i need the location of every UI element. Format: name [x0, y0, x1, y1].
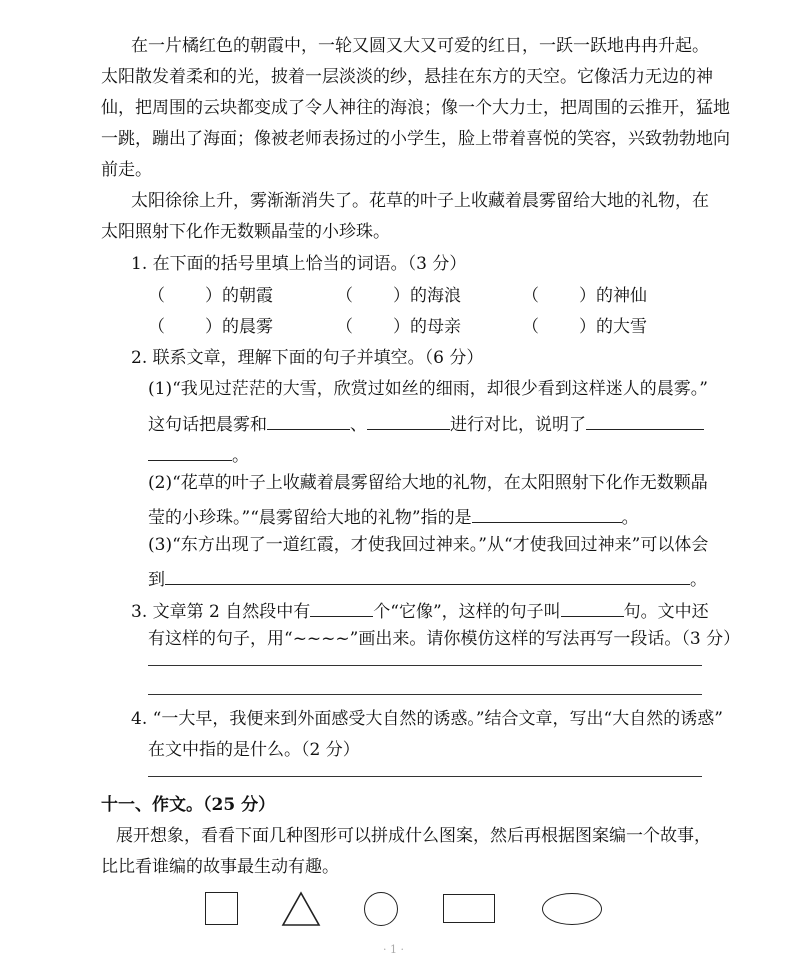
passage-p1-line2: 太阳散发着柔和的光，披着一层淡淡的纱，悬挂在东方的天空。它像活力无边的神 — [101, 67, 713, 87]
bracket-open: （ — [148, 317, 165, 337]
bracket-open: （ — [336, 286, 353, 306]
q1-title: 1. 在下面的括号里填上恰当的词语。（3 分） — [131, 254, 467, 274]
passage-p1-line5: 前走。 — [101, 160, 152, 180]
passage-p1-line3: 仙，把周围的云块都变成了令人神往的海浪；像一个大力士，把周围的云推开，猛地 — [101, 98, 730, 118]
q1-row2-item2 — [336, 319, 461, 336]
passage-p2-line1: 太阳徐徐上升，雾渐渐消失了。花草的叶子上收藏着晨雾留给大地的礼物，在 — [131, 191, 709, 211]
answer-blank[interactable] — [367, 413, 450, 430]
q2-s2-text-a: 莹的小珍珠。”“晨雾留给大地的礼物”指的是 — [148, 508, 472, 528]
q2-s1-end: 。 — [232, 446, 249, 466]
q1-row2-item1 — [148, 319, 273, 336]
q1-word: 的朝霞 — [222, 286, 273, 306]
answer-blank[interactable] — [148, 444, 232, 461]
page-number: · 1 · — [383, 943, 404, 956]
bracket-open: （ — [336, 317, 353, 337]
composition-heading: 十一、作文。（25 分） — [101, 795, 276, 815]
q3-text-c: 句。文中还 — [623, 602, 709, 622]
q1-row1-item2 — [336, 288, 461, 305]
bracket-close: ） — [393, 317, 410, 337]
q2-s3-text-a: 到 — [148, 570, 165, 590]
q2-s1-line3 — [148, 444, 249, 465]
q2-s2-line1: (2)“花草的叶子上收藏着晨雾留给大地的礼物，在太阳照射下化作无数颗晶 — [148, 473, 708, 493]
circle-shape — [364, 892, 398, 926]
answer-blank[interactable] — [472, 506, 622, 523]
q2-s2-end: 。 — [621, 508, 639, 528]
bracket-open: （ — [522, 286, 539, 306]
writing-line[interactable] — [148, 694, 702, 695]
writing-line[interactable] — [148, 665, 702, 666]
triangle-shape — [281, 891, 321, 927]
bracket-close: ） — [579, 286, 596, 306]
passage-p1-line4: 一跳，蹦出了海面；像被老师表扬过的小学生，脸上带着喜悦的笑容，兴致勃勃地向 — [101, 129, 730, 149]
q2-s3-end: 。 — [690, 570, 707, 590]
passage-p1-line1: 在一片橘红色的朝霞中，一轮又圆又大又可爱的红日，一跃一跃地冉冉升起。 — [131, 36, 709, 56]
answer-blank[interactable] — [267, 413, 350, 430]
q3-text-a: 3. 文章第 2 自然段中有 — [131, 602, 311, 622]
q1-word: 的大雪 — [596, 317, 647, 337]
q1-word: 的神仙 — [596, 286, 647, 306]
answer-blank[interactable] — [165, 568, 690, 585]
q2-s1-text-a: 这句话把晨雾和 — [148, 415, 267, 435]
q2-s1-line2 — [148, 413, 704, 434]
q1-row2-item3 — [522, 319, 647, 336]
bracket-close: ） — [579, 317, 596, 337]
q4-line1: 4. “一大早，我便来到外面感受大自然的诱惑。”结合文章，写出“大自然的诱惑” — [131, 709, 723, 729]
q2-s3-line1: (3)“东方出现了一道红霞，才使我回过神来。”从“才使我回过神来”可以体会 — [148, 535, 709, 555]
q3-line1 — [131, 600, 709, 621]
q2-s3-line2 — [148, 568, 707, 589]
q2-s1-line1: (1)“我见过茫茫的大雪，欣赏过如丝的细雨，却很少看到这样迷人的晨雾。” — [148, 379, 708, 399]
passage-p2-line2: 太阳照射下化作无数颗晶莹的小珍珠。 — [101, 222, 390, 242]
q2-s1-text-c: 进行对比，说明了 — [450, 415, 586, 435]
q1-word: 的母亲 — [410, 317, 461, 337]
q4-line2: 在文中指的是什么。（2 分） — [148, 740, 360, 760]
answer-blank[interactable] — [586, 413, 704, 430]
bracket-close: ） — [205, 317, 222, 337]
q2-s2-line2 — [148, 506, 639, 527]
q3-line2: 有这样的句子，用“~~~~”画出来。请你模仿这样的写法再写一段话。（3 分） — [148, 629, 741, 649]
bracket-open: （ — [522, 317, 539, 337]
square-shape — [205, 892, 238, 925]
q2-title: 2. 联系文章，理解下面的句子并填空。（6 分） — [131, 348, 484, 368]
q2-s1-text-b: 、 — [350, 415, 367, 435]
bracket-open: （ — [148, 286, 165, 306]
q3-text-b: 个“它像”，这样的句子叫 — [373, 602, 561, 622]
writing-line[interactable] — [148, 776, 702, 777]
bracket-close: ） — [393, 286, 410, 306]
ellipse-shape — [542, 893, 602, 925]
rectangle-shape — [443, 894, 495, 923]
q1-word: 的晨雾 — [222, 317, 273, 337]
composition-line1: 展开想象，看看下面几种图形可以拼成什么图案，然后再根据图案编一个故事， — [116, 826, 711, 846]
bracket-close: ） — [205, 286, 222, 306]
q1-word: 的海浪 — [410, 286, 461, 306]
q1-row1-item3 — [522, 288, 647, 305]
answer-blank[interactable] — [310, 600, 373, 617]
answer-blank[interactable] — [561, 600, 624, 617]
composition-line2: 比比看谁编的故事最生动有趣。 — [101, 857, 339, 877]
q1-row1-item1 — [148, 288, 273, 305]
